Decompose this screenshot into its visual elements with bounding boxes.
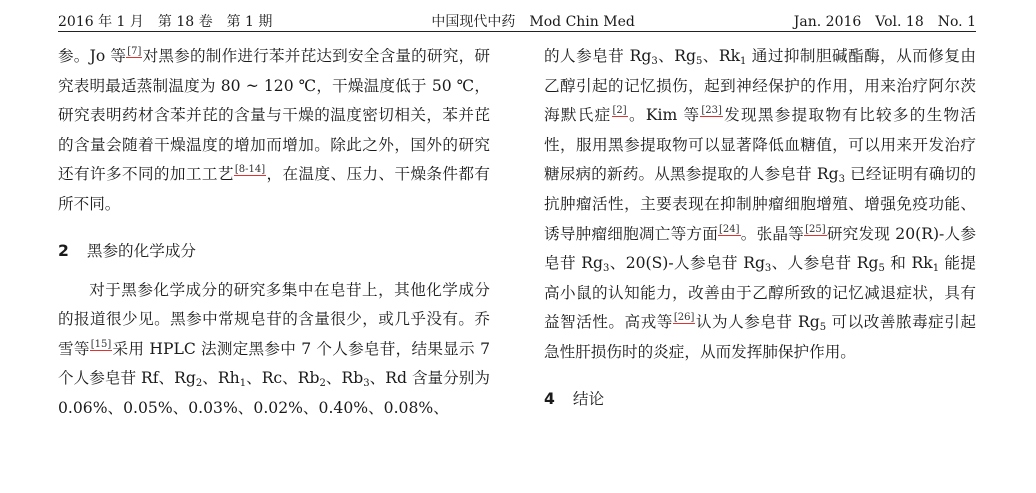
two-column-body bbox=[58, 42, 976, 424]
left-column bbox=[58, 42, 490, 424]
citation-ref[interactable]: [2] bbox=[612, 105, 627, 117]
citation-ref[interactable]: [8-14] bbox=[234, 164, 266, 176]
running-header bbox=[58, 0, 976, 32]
left-paragraph-1: 参。Jo 等[7]对黑参的制作进行苯并芘达到安全含量的研究，研究表明最适蒸制温度为 80 ~ 120 ℃，干燥温度低于 50 ℃，研究表明药材含苯并芘的含量与干燥的温度密切相关，苯并芘的含量会随着干燥温度的增加而增加。除此之外，国外的研究还有许多不同的加工工艺[8-14]，在温度、压力、干燥条件都有所不同。 bbox=[58, 46, 490, 213]
citation-ref[interactable]: [24] bbox=[719, 223, 740, 235]
citation-ref[interactable]: [7] bbox=[127, 46, 142, 57]
citation-ref[interactable]: [26] bbox=[673, 312, 695, 324]
header-issue-en: Jan. 2016 Vol. 18 No. 1 bbox=[793, 14, 976, 30]
header-journal-name: 中国现代中药 Mod Chin Med bbox=[431, 14, 635, 30]
left-paragraph-2: 对于黑参化学成分的研究多集中在皂苷上，其他化学成分的报道很少见。黑参中常规皂苷的含量很少，或几乎没有。乔雪等[15]采用 HPLC 法测定黑参中 7 个人参皂苷，结果显示 7 个人参皂苷 Rf、$Rg_2$、$Rh_1$、Rc、$Rb_2$、$Rb_3$、Rd 含量分别为 0.06%、0.05%、0.03%、0.02%、0.40%、0.08%、 bbox=[58, 280, 490, 417]
section-number: 4 bbox=[544, 389, 555, 408]
citation-ref[interactable]: [25] bbox=[805, 223, 826, 235]
right-column bbox=[544, 42, 976, 424]
section-heading-2 bbox=[58, 236, 490, 266]
section-heading-4 bbox=[544, 384, 976, 414]
section-number: 2 bbox=[58, 241, 69, 260]
right-paragraph-1: 的人参皂苷 $Rg_3$、$Rg_5$、$Rk_1$ 通过抑制胆碱酯酶，从而修复由乙醇引起的记忆损伤，起到神经保护的作用，用来治疗阿尔茨海默氏症[2]。Kim 等[23]发现黑参提取物有比较多的生物活性，服用黑参提取物可以显著降低血糖值，可以用来开发治疗糖尿病的新药。从黑参提取的人参皂苷 $Rg_3$ 已经证明有确切的抗肿瘤活性，主要表现在抑制肿瘤细胞增殖、增强免疫功能、诱导肿瘤细胞凋亡等方面[24]。张晶等[25]研究发现 20(R)-人参皂苷 $Rg_3$、20(S)-人参皂苷 $Rg_3$、人参皂苷 $Rg_5$ 和 $Rk_1$ 能提高小鼠的认知能力，改善由于乙醇所致的记忆减退症状，具有益智活性。高戎等[26]认为人参皂苷 $Rg_5$ 可以改善脓毒症引起急性肝损伤时的炎症，从而发挥肺保护作用。 bbox=[544, 47, 976, 361]
header-issue-cn: 2016 年 1 月 第 18 卷 第 1 期 bbox=[58, 14, 273, 30]
citation-ref[interactable]: [23] bbox=[701, 105, 722, 117]
section-title: 黑参的化学成分 bbox=[86, 241, 197, 260]
citation-ref[interactable]: [15] bbox=[90, 338, 112, 350]
section-title: 结论 bbox=[572, 389, 605, 408]
